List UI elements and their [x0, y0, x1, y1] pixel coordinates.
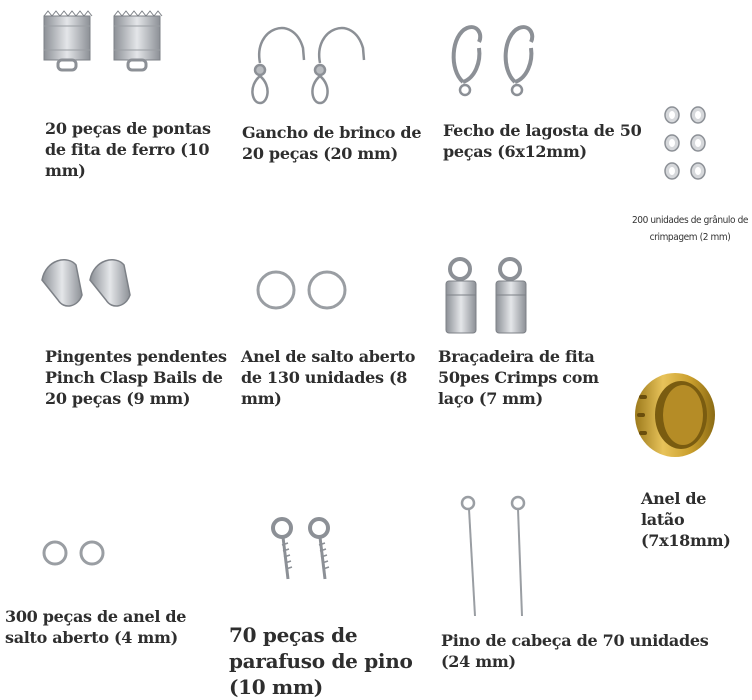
- eye-pin-icon: [455, 492, 535, 622]
- jump-ring-icon: [255, 266, 355, 316]
- jump-ring-icon: [42, 537, 112, 577]
- ribbon-ends-label: 20 peças de pontas de fita de ferro (10 mm): [45, 119, 211, 180]
- pinch-bails-label: Pingentes pendentes Pinch Clasp Bails de 20 peças (9 mm): [45, 347, 227, 408]
- earring-hook-icon: [238, 8, 388, 108]
- lobster-clasps-label: Fecho de lagosta de 50 peças (6x12mm): [443, 121, 642, 161]
- jump-rings-4-label: 300 peças de anel de salto aberto (4 mm): [5, 607, 187, 647]
- crimp-bead-icon: [660, 105, 720, 190]
- ribbon-end-icon: [38, 10, 168, 75]
- earring-hooks-label: Gancho de brinco de 20 peças (20 mm): [242, 123, 422, 163]
- head-pins-label: Pino de cabeça de 70 unidades (24 mm): [441, 631, 709, 671]
- ribbon-crimp-icon: [440, 255, 540, 340]
- jump-rings-8-label: Anel de salto aberto de 130 unidades (8 mm): [241, 347, 416, 408]
- screw-eye-pin-icon: [268, 515, 338, 585]
- ribbon-crimps-label: Braçadeira de fita 50pes Crimps com laço (7 mm): [438, 347, 599, 408]
- lobster-clasp-icon: [445, 20, 545, 100]
- crimp-beads-label: 200 unidades de grânulo de crimpagem (2 mm): [631, 215, 749, 243]
- pinch-bail-icon: [38, 255, 148, 315]
- screw-eyes-label: 70 peças de parafuso de pino (10 mm): [229, 623, 413, 699]
- brass-ring-label: Anel de latão (7x18mm): [641, 489, 731, 550]
- brass-ring-icon: [625, 365, 725, 465]
